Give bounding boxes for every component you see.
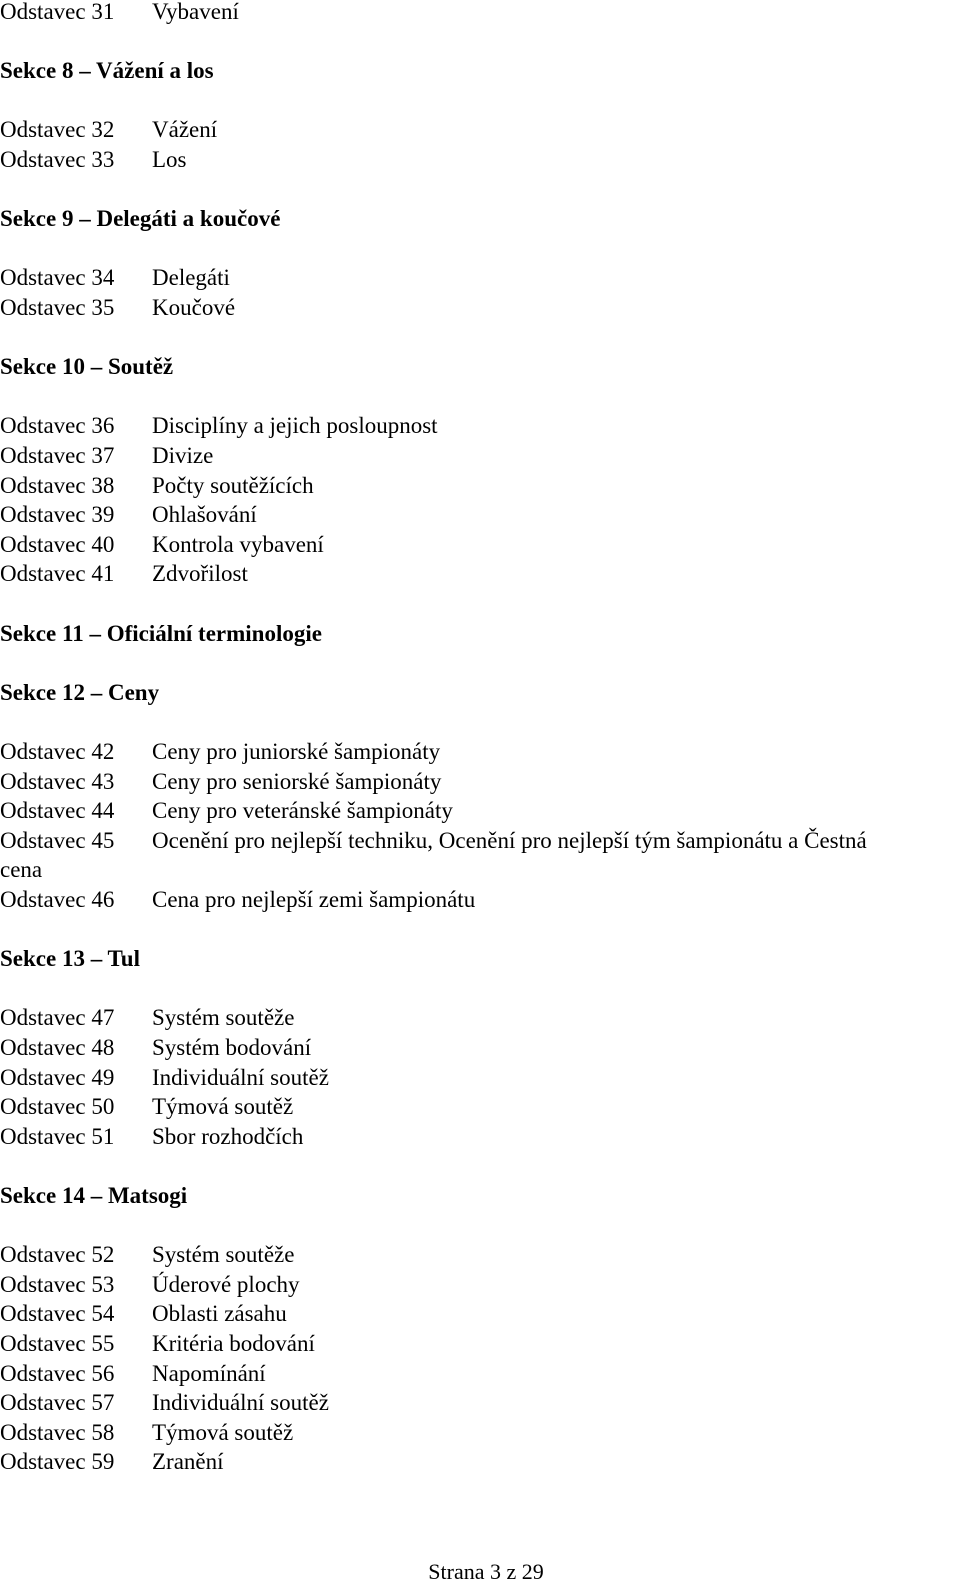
paragraph-number: Odstavec 37: [0, 443, 115, 468]
paragraph-number: Odstavec 56: [0, 1360, 115, 1386]
paragraph-title: Ceny pro juniorské šampionáty: [152, 739, 441, 764]
paragraph-number: Odstavec 55: [0, 1331, 115, 1356]
section-heading: Sekce 11 – Oficiální terminologie: [0, 620, 322, 646]
paragraph-title: Disciplíny a jejich posloupnost: [152, 413, 438, 439]
paragraph-number: Odstavec 51: [0, 1123, 115, 1149]
paragraph-title: Týmová soutěž: [152, 1419, 294, 1445]
paragraph-title: Napomínání: [152, 1360, 266, 1386]
paragraph-title: Vybavení: [152, 0, 239, 24]
paragraph-title: Cena pro nejlepší zemi šampionátu: [152, 887, 476, 912]
paragraph-title: Systém soutěže: [152, 1005, 295, 1031]
paragraph-title: Systém bodování: [152, 1035, 312, 1060]
paragraph-number: Odstavec 36: [0, 413, 115, 439]
section-heading: Sekce 12 – Ceny: [0, 679, 160, 705]
paragraph-title: Koučové: [152, 295, 236, 320]
page-footer: Strana 3 z 29: [428, 1559, 544, 1584]
paragraph-title: Ceny pro seniorské šampionáty: [152, 768, 442, 794]
paragraph-title: Kritéria bodování: [152, 1331, 315, 1356]
paragraph-number: Odstavec 46: [0, 887, 115, 912]
paragraph-number: Odstavec 33: [0, 147, 115, 172]
paragraph-number: Odstavec 45: [0, 827, 115, 853]
paragraph-title: Delegáti: [152, 265, 230, 291]
paragraph-title: Individuální soutěž: [152, 1064, 329, 1090]
paragraph-title: Sbor rozhodčích: [152, 1123, 304, 1149]
paragraph-number: Odstavec 57: [0, 1390, 115, 1416]
paragraph-number: Odstavec 42: [0, 739, 115, 764]
paragraph-title: Ocenění pro nejlepší techniku, Ocenění pro nejlepší tým šampionátu a Čestná: [152, 827, 867, 853]
section-heading: Sekce 13 – Tul: [0, 946, 140, 972]
paragraph-number: Odstavec 58: [0, 1419, 115, 1445]
paragraph-title: Ceny pro veteránské šampionáty: [152, 798, 453, 824]
paragraph-title: Ohlašování: [152, 502, 257, 528]
paragraph-number: Odstavec 39: [0, 502, 115, 528]
paragraph-number: Odstavec 43: [0, 768, 115, 794]
paragraph-number: Odstavec 31: [0, 0, 115, 24]
section-heading: Sekce 14 – Matsogi: [0, 1183, 188, 1208]
paragraph-title: Vážení: [152, 117, 218, 143]
paragraph-number: Odstavec 54: [0, 1301, 115, 1327]
paragraph-title: Divize: [152, 443, 214, 468]
paragraph-title: Počty soutěžících: [152, 472, 314, 498]
paragraph-title: Kontrola vybavení: [152, 531, 324, 557]
paragraph-number: Odstavec 47: [0, 1005, 115, 1031]
paragraph-title: Zdvořilost: [152, 561, 248, 587]
paragraph-title: Los: [152, 147, 187, 172]
section-heading: Sekce 8 – Vážení a los: [0, 58, 214, 84]
paragraph-title: Systém soutěže: [152, 1242, 295, 1268]
paragraph-number: Odstavec 40: [0, 531, 115, 557]
paragraph-title: Úderové plochy: [152, 1271, 300, 1297]
section-heading: Sekce 10 – Soutěž: [0, 354, 174, 380]
paragraph-number: Odstavec 32: [0, 117, 115, 143]
paragraph-number: Odstavec 35: [0, 295, 115, 320]
paragraph-number: Odstavec 44: [0, 798, 115, 824]
paragraph-number: Odstavec 48: [0, 1035, 115, 1060]
paragraph-number: Odstavec 50: [0, 1094, 115, 1120]
paragraph-title: Oblasti zásahu: [152, 1301, 287, 1327]
paragraph-number: Odstavec 59: [0, 1449, 115, 1475]
paragraph-title: Týmová soutěž: [152, 1094, 294, 1120]
paragraph-number: Odstavec 34: [0, 265, 115, 291]
paragraph-number: Odstavec 38: [0, 472, 115, 498]
paragraph-title-continuation: cena: [0, 857, 43, 883]
paragraph-number: Odstavec 41: [0, 561, 115, 587]
paragraph-number: Odstavec 52: [0, 1242, 115, 1268]
section-heading: Sekce 9 – Delegáti a koučové: [0, 206, 281, 232]
paragraph-number: Odstavec 49: [0, 1064, 115, 1090]
paragraph-title: Zranění: [152, 1449, 224, 1475]
paragraph-number: Odstavec 53: [0, 1271, 115, 1297]
paragraph-title: Individuální soutěž: [152, 1390, 329, 1416]
